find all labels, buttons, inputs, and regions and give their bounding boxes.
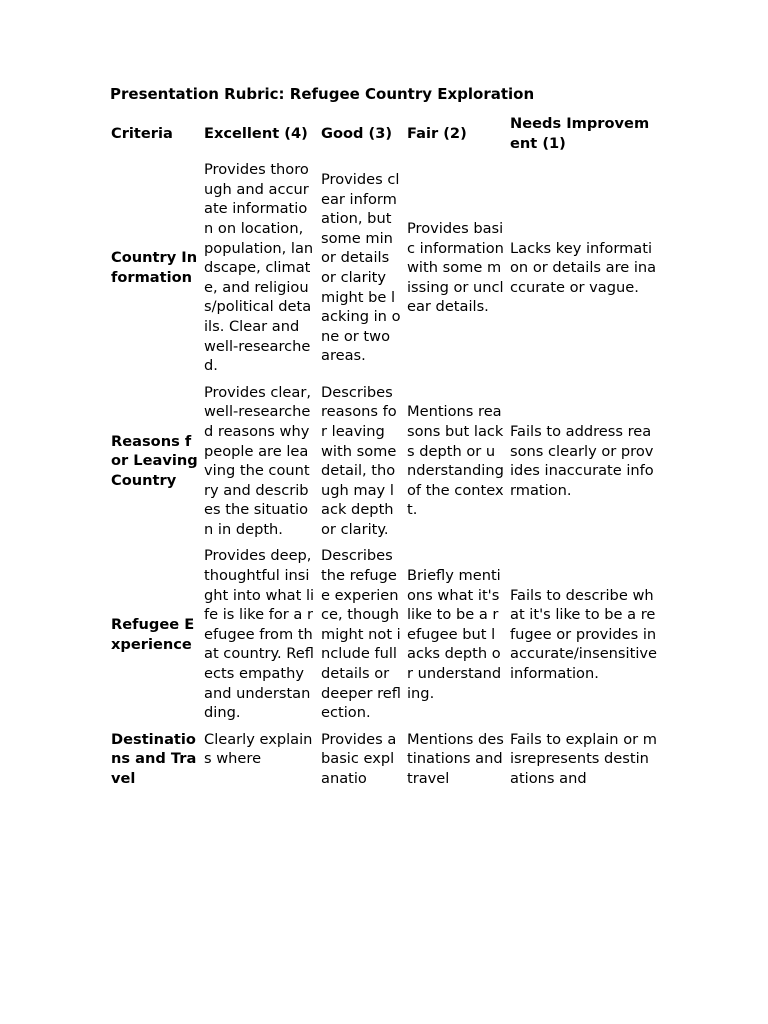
header-criteria: Criteria [111, 124, 173, 142]
fair-text: Mentions destinations and travel [407, 730, 504, 786]
needs-improvement-cell: Lacks key information or details are inaccurate or vague. [510, 239, 657, 296]
criteria-cell: Country Information [111, 249, 198, 286]
document-title: Presentation Rubric: Refugee Country Exploration [110, 85, 535, 103]
good-text: Provides a basic explanatio [321, 730, 397, 786]
good-cell: Describes reasons for leaving with some detail, though may lack depth or clarity. [321, 383, 397, 538]
criteria-text: Destinations and Travel [111, 730, 197, 786]
header-needs-improvement: Needs Improvement (1) [510, 115, 650, 152]
excellent-cell: Provides clear, well-researched reasons why people are leaving the country and describes the situation in depth. [204, 383, 311, 538]
excellent-cell: Provides thorough and accurate information on location, population, landscape, climate, and religious/political details. Clear and well-researched. [204, 161, 314, 375]
table-row [108, 158, 660, 381]
good-cell: Describes the refugee experience, though might not include full details or deeper reflection. [321, 547, 401, 722]
excellent-text: Clearly explains where [204, 730, 313, 768]
table-row [108, 381, 660, 545]
needs-improvement-text: Fails to explain or misrepresents destinations and [510, 730, 657, 786]
rubric-table [108, 112, 660, 791]
excellent-cell [201, 728, 318, 791]
header-fair: Fair (2) [407, 124, 467, 142]
fair-cell: Mentions reasons but lacks depth or understanding of the context. [407, 403, 504, 519]
header-good: Good (3) [321, 124, 393, 142]
fair-cell [404, 728, 507, 791]
table-header-row [108, 112, 660, 158]
table-row [108, 728, 660, 791]
needs-improvement-cell: Fails to describe what it's like to be a refugee or provides inaccurate/insensitive information. [510, 586, 657, 683]
good-cell: Provides clear information, but some minor details or clarity might be lacking in one or two areas. [321, 170, 401, 365]
excellent-cell: Provides deep, thoughtful insight into what life is like for a refugee from that country. Reflects empathy and understanding. [204, 547, 315, 722]
good-cell [318, 728, 404, 791]
criteria-cell [108, 728, 201, 791]
table-row [108, 544, 660, 727]
header-excellent: Excellent (4) [204, 124, 308, 142]
fair-cell: Provides basic information with some missing or unclear details. [407, 219, 504, 316]
criteria-cell: Refugee Experience [111, 616, 195, 653]
fair-cell: Briefly mentions what it's like to be a refugee but lacks depth or understanding. [407, 567, 502, 702]
criteria-cell: Reasons for Leaving Country [111, 432, 198, 489]
needs-improvement-cell: Fails to address reasons clearly or provides inaccurate information. [510, 422, 654, 499]
needs-improvement-cell [507, 728, 660, 791]
